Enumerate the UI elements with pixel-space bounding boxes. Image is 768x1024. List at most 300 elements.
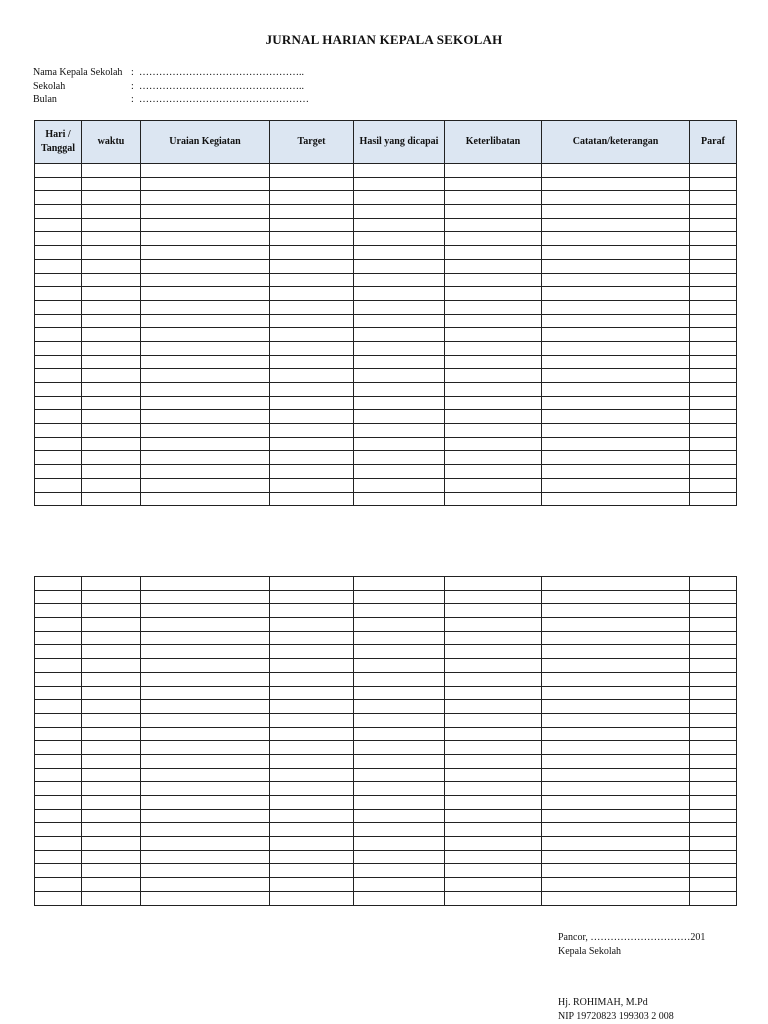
col-header-hari-tanggal: Hari / Tanggal: [35, 121, 82, 164]
table-cell: [542, 314, 690, 328]
table-row: [35, 604, 737, 618]
table-row: [35, 232, 737, 246]
table-cell: [35, 659, 82, 673]
table-cell: [542, 383, 690, 397]
table-cell: [82, 700, 141, 714]
table-cell: [445, 328, 542, 342]
table-cell: [270, 478, 354, 492]
table-cell: [354, 246, 445, 260]
table-cell: [141, 700, 270, 714]
table-cell: [354, 396, 445, 410]
table-cell: [82, 437, 141, 451]
table-cell: [82, 287, 141, 301]
table-cell: [141, 478, 270, 492]
table-cell: [35, 465, 82, 479]
table-cell: [445, 341, 542, 355]
table-cell: [445, 300, 542, 314]
table-cell: [690, 328, 737, 342]
table-cell: [354, 328, 445, 342]
col-header-catatan: Catatan/keterangan: [542, 121, 690, 164]
table-cell: [445, 205, 542, 219]
table-cell: [35, 218, 82, 232]
table-cell: [35, 232, 82, 246]
table-cell: [690, 465, 737, 479]
table-cell: [270, 191, 354, 205]
table-cell: [445, 604, 542, 618]
table-cell: [141, 604, 270, 618]
table-cell: [82, 300, 141, 314]
table-row: [35, 437, 737, 451]
table-cell: [82, 850, 141, 864]
table-cell: [542, 246, 690, 260]
table-cell: [690, 341, 737, 355]
table-cell: [542, 809, 690, 823]
table-cell: [690, 631, 737, 645]
table-cell: [270, 287, 354, 301]
table-cell: [141, 741, 270, 755]
table-cell: [354, 837, 445, 851]
table-row: [35, 300, 737, 314]
table-cell: [141, 823, 270, 837]
table-cell: [270, 369, 354, 383]
table-cell: [141, 754, 270, 768]
table-cell: [270, 713, 354, 727]
table-cell: [445, 465, 542, 479]
table-cell: [354, 672, 445, 686]
table-row: [35, 809, 737, 823]
table-cell: [82, 727, 141, 741]
table-cell: [690, 383, 737, 397]
table-cell: [82, 754, 141, 768]
table-cell: [445, 686, 542, 700]
table-row: [35, 246, 737, 260]
table-row: [35, 645, 737, 659]
table-cell: [445, 700, 542, 714]
header-fields: [33, 66, 309, 107]
table-row: [35, 659, 737, 673]
table-cell: [690, 891, 737, 905]
table-cell: [82, 232, 141, 246]
table-cell: [354, 809, 445, 823]
table-cell: [141, 659, 270, 673]
col-header-paraf: Paraf: [690, 121, 737, 164]
table-cell: [270, 328, 354, 342]
table-cell: [82, 205, 141, 219]
table-row: [35, 396, 737, 410]
table-cell: [690, 191, 737, 205]
table-cell: [35, 686, 82, 700]
table-cell: [270, 396, 354, 410]
table-cell: [445, 782, 542, 796]
table-cell: [690, 672, 737, 686]
table-cell: [82, 177, 141, 191]
table-cell: [690, 837, 737, 851]
table-cell: [141, 410, 270, 424]
table-cell: [82, 864, 141, 878]
table-row: [35, 314, 737, 328]
field-label: Nama Kepala Sekolah: [33, 67, 123, 78]
table-cell: [354, 259, 445, 273]
table-cell: [270, 659, 354, 673]
table-cell: [354, 369, 445, 383]
table-cell: [270, 300, 354, 314]
signature-role: Kepala Sekolah: [558, 946, 622, 957]
table-cell: [270, 823, 354, 837]
table-cell: [270, 314, 354, 328]
table-cell: [354, 782, 445, 796]
table-cell: [141, 287, 270, 301]
table-row: [35, 177, 737, 191]
table-cell: [270, 864, 354, 878]
table-cell: [690, 437, 737, 451]
table-cell: [270, 205, 354, 219]
table-cell: [690, 355, 737, 369]
table-row: [35, 700, 737, 714]
table-cell: [270, 451, 354, 465]
table-cell: [542, 727, 690, 741]
table-cell: [270, 809, 354, 823]
table-cell: [270, 355, 354, 369]
field-value: …………………………………………..: [139, 67, 304, 78]
table-cell: [35, 369, 82, 383]
table-cell: [445, 768, 542, 782]
table-cell: [82, 741, 141, 755]
table-cell: [354, 287, 445, 301]
field-nama-kepala-sekolah: [33, 66, 309, 80]
table-row: [35, 590, 737, 604]
signature-place-date: Pancor, …………………………201: [558, 932, 706, 943]
table-cell: [354, 878, 445, 892]
table-cell: [270, 424, 354, 438]
table-cell: [445, 287, 542, 301]
table-cell: [270, 850, 354, 864]
table-cell: [354, 273, 445, 287]
table-cell: [542, 177, 690, 191]
table-cell: [690, 809, 737, 823]
table-cell: [690, 369, 737, 383]
table-cell: [445, 424, 542, 438]
table-cell: [354, 164, 445, 178]
table-cell: [141, 618, 270, 632]
table-cell: [542, 492, 690, 506]
table-cell: [445, 437, 542, 451]
table-cell: [82, 631, 141, 645]
table-cell: [35, 492, 82, 506]
table-cell: [690, 164, 737, 178]
table-cell: [542, 686, 690, 700]
table-cell: [270, 465, 354, 479]
table-cell: [82, 837, 141, 851]
table-cell: [35, 823, 82, 837]
table-cell: [270, 218, 354, 232]
table-cell: [445, 809, 542, 823]
table-row: [35, 741, 737, 755]
table-cell: [82, 383, 141, 397]
col-header-waktu: waktu: [82, 121, 141, 164]
table-cell: [141, 369, 270, 383]
table-cell: [82, 590, 141, 604]
table-cell: [542, 659, 690, 673]
table-cell: [690, 727, 737, 741]
table-cell: [35, 191, 82, 205]
table-cell: [354, 645, 445, 659]
table-cell: [270, 618, 354, 632]
table-cell: [690, 864, 737, 878]
table-cell: [690, 478, 737, 492]
table-cell: [690, 878, 737, 892]
table-cell: [354, 891, 445, 905]
table-cell: [542, 410, 690, 424]
table-cell: [141, 314, 270, 328]
table-cell: [445, 672, 542, 686]
table-cell: [445, 191, 542, 205]
table-cell: [35, 700, 82, 714]
table-cell: [445, 878, 542, 892]
table-cell: [82, 686, 141, 700]
table-cell: [270, 410, 354, 424]
table-cell: [354, 631, 445, 645]
table-cell: [82, 451, 141, 465]
table-cell: [445, 396, 542, 410]
table-cell: [690, 659, 737, 673]
table-cell: [354, 577, 445, 591]
table-cell: [445, 864, 542, 878]
table-cell: [542, 369, 690, 383]
table-cell: [35, 273, 82, 287]
table-cell: [35, 577, 82, 591]
table-cell: [82, 424, 141, 438]
table-cell: [141, 768, 270, 782]
table-row: [35, 259, 737, 273]
table-cell: [354, 727, 445, 741]
table-cell: [542, 259, 690, 273]
table-cell: [35, 287, 82, 301]
table-cell: [82, 782, 141, 796]
table-cell: [445, 246, 542, 260]
table-cell: [141, 451, 270, 465]
table-cell: [270, 341, 354, 355]
table-cell: [542, 837, 690, 851]
table-cell: [270, 878, 354, 892]
table-cell: [35, 604, 82, 618]
table-cell: [542, 645, 690, 659]
table-cell: [141, 465, 270, 479]
table-cell: [82, 604, 141, 618]
field-value: …………………………………………..: [139, 80, 304, 92]
table-cell: [542, 768, 690, 782]
table-cell: [542, 713, 690, 727]
table-cell: [270, 259, 354, 273]
table-cell: [445, 618, 542, 632]
table-cell: [690, 823, 737, 837]
table-row: [35, 672, 737, 686]
table-cell: [35, 837, 82, 851]
table-cell: [445, 232, 542, 246]
table-cell: [690, 451, 737, 465]
table-cell: [542, 287, 690, 301]
table-cell: [445, 823, 542, 837]
table-cell: [35, 754, 82, 768]
table-cell: [542, 590, 690, 604]
journal-table-bottom: [34, 576, 737, 906]
table-cell: [690, 686, 737, 700]
table-cell: [354, 383, 445, 397]
table-cell: [82, 273, 141, 287]
table-cell: [354, 465, 445, 479]
table-cell: [542, 273, 690, 287]
col-header-uraian-kegiatan: Uraian Kegiatan: [141, 121, 270, 164]
table-cell: [354, 341, 445, 355]
col-header-keterlibatan: Keterlibatan: [445, 121, 542, 164]
field-sekolah: [33, 80, 309, 94]
table-cell: [82, 659, 141, 673]
table-cell: [82, 246, 141, 260]
table-cell: [82, 492, 141, 506]
table-cell: [35, 782, 82, 796]
table-cell: [690, 754, 737, 768]
table-cell: [354, 850, 445, 864]
table-cell: [445, 218, 542, 232]
table-cell: [35, 631, 82, 645]
table-cell: [445, 837, 542, 851]
table-cell: [141, 590, 270, 604]
table-cell: [445, 631, 542, 645]
table-cell: [690, 314, 737, 328]
table-cell: [542, 328, 690, 342]
table-cell: [141, 164, 270, 178]
table-cell: [542, 672, 690, 686]
table-row: [35, 796, 737, 810]
table-cell: [690, 396, 737, 410]
table-cell: [445, 410, 542, 424]
table-cell: [141, 891, 270, 905]
table-cell: [690, 768, 737, 782]
table-row: [35, 713, 737, 727]
table-cell: [270, 590, 354, 604]
table-cell: [270, 437, 354, 451]
table-row: [35, 618, 737, 632]
table-row: [35, 424, 737, 438]
table-cell: [141, 672, 270, 686]
field-bulan: [33, 93, 309, 107]
table-cell: [141, 809, 270, 823]
table-cell: [690, 218, 737, 232]
table-cell: [82, 796, 141, 810]
table-cell: [35, 383, 82, 397]
field-colon: :: [131, 80, 134, 92]
table-cell: [690, 300, 737, 314]
table-cell: [270, 672, 354, 686]
table-cell: [354, 437, 445, 451]
table-cell: [354, 796, 445, 810]
table-cell: [542, 205, 690, 219]
table-cell: [270, 177, 354, 191]
table-cell: [445, 577, 542, 591]
table-cell: [141, 246, 270, 260]
table-row: [35, 164, 737, 178]
table-cell: [690, 410, 737, 424]
table-cell: [270, 246, 354, 260]
table-cell: [445, 177, 542, 191]
table-cell: [354, 686, 445, 700]
table-cell: [270, 383, 354, 397]
table-cell: [542, 631, 690, 645]
table-cell: [35, 341, 82, 355]
table-cell: [445, 164, 542, 178]
table-cell: [270, 727, 354, 741]
table-cell: [141, 850, 270, 864]
table-cell: [542, 232, 690, 246]
table-row: [35, 768, 737, 782]
table-cell: [82, 645, 141, 659]
table-cell: [354, 191, 445, 205]
table-cell: [141, 796, 270, 810]
table-cell: [35, 796, 82, 810]
table-cell: [141, 191, 270, 205]
table-cell: [354, 492, 445, 506]
table-row: [35, 782, 737, 796]
table-header-row: [35, 121, 737, 164]
table-cell: [445, 478, 542, 492]
table-cell: [445, 727, 542, 741]
table-cell: [141, 424, 270, 438]
table-cell: [35, 177, 82, 191]
table-cell: [270, 782, 354, 796]
table-cell: [542, 451, 690, 465]
table-row: [35, 492, 737, 506]
table-cell: [542, 782, 690, 796]
table-cell: [270, 164, 354, 178]
table-cell: [542, 823, 690, 837]
table-cell: [82, 396, 141, 410]
table-cell: [141, 492, 270, 506]
table-cell: [542, 355, 690, 369]
table-cell: [141, 273, 270, 287]
table-cell: [354, 659, 445, 673]
table-cell: [354, 177, 445, 191]
table-cell: [445, 492, 542, 506]
table-cell: [542, 396, 690, 410]
table-cell: [82, 878, 141, 892]
table-cell: [445, 754, 542, 768]
table-cell: [445, 659, 542, 673]
table-cell: [270, 232, 354, 246]
table-cell: [141, 232, 270, 246]
table-cell: [354, 864, 445, 878]
table-cell: [354, 741, 445, 755]
table-cell: [542, 164, 690, 178]
table-cell: [690, 645, 737, 659]
field-label: Sekolah: [33, 80, 66, 92]
table-cell: [690, 177, 737, 191]
table-row: [35, 369, 737, 383]
table-cell: [354, 410, 445, 424]
table-cell: [445, 891, 542, 905]
table-cell: [141, 782, 270, 796]
table-cell: [35, 246, 82, 260]
table-cell: [82, 218, 141, 232]
table-cell: [35, 878, 82, 892]
table-cell: [354, 700, 445, 714]
table-cell: [690, 424, 737, 438]
table-cell: [445, 741, 542, 755]
table-cell: [82, 410, 141, 424]
table-cell: [35, 891, 82, 905]
field-label: Bulan: [33, 94, 57, 105]
table-cell: [542, 341, 690, 355]
table-cell: [35, 410, 82, 424]
table-row: [35, 287, 737, 301]
